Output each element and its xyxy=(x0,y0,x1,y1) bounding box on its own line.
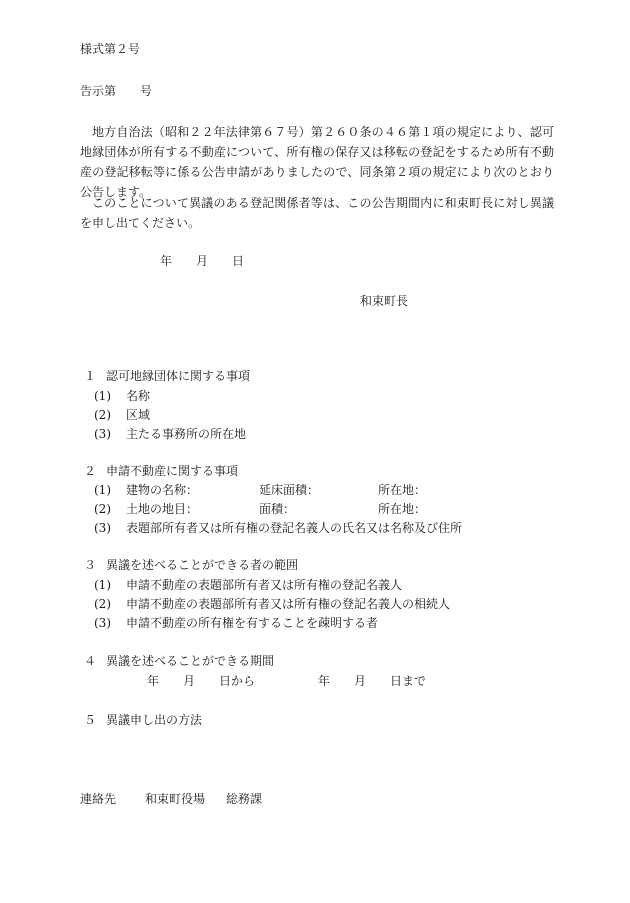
section-title: 異議を述べることができる期間 xyxy=(106,654,275,668)
item-number: (3) xyxy=(94,616,111,630)
item-number: (1) xyxy=(94,483,111,497)
body-paragraph-2: このことについて異議のある登記関係者等は、この公告期間内に和束町長に対し異議を申し出てください。 xyxy=(80,196,554,230)
body-paragraph-1: 地方自治法（昭和２２年法律第６７号）第２６０条の４６第１項の規定により、認可地縁団体が所有する不動産について、所有権の保存又は移転の登記をするため所有不動産の登記移転等に係る公告申請がありましたので、同条第２項の規定により次のとおり公告します。 xyxy=(80,125,554,199)
item-number: (2) xyxy=(94,502,111,516)
land-category-label: 土地の地目： xyxy=(126,502,199,516)
item-text: 表題部所有者又は所有権の登記名義人の氏名又は名称及び住所 xyxy=(126,521,463,535)
section-title: 申請不動産に関する事項 xyxy=(106,464,239,478)
section-number: ３ xyxy=(84,558,97,572)
item-text: 申請不動産の表題部所有者又は所有権の登記名義人 xyxy=(126,578,403,592)
section-title: 認可地縁団体に関する事項 xyxy=(106,369,251,383)
issuer: 和束町長 xyxy=(360,294,409,308)
floor-area-label: 延床面積： xyxy=(259,483,320,497)
item-text: 名称 xyxy=(126,389,151,403)
area-label: 面積： xyxy=(259,502,296,516)
contact-label: 連絡先 xyxy=(80,792,117,806)
notice-number: 告示第 号 xyxy=(80,84,153,98)
form-number: 様式第２号 xyxy=(80,42,141,56)
section-title: 異議申し出の方法 xyxy=(106,713,203,727)
location-label: 所在地： xyxy=(378,483,427,497)
item-number: (3) xyxy=(94,427,111,441)
period-to: 年 月 日まで xyxy=(318,674,427,688)
contact-department: 総務課 xyxy=(226,792,263,806)
item-text: 区域 xyxy=(126,408,151,422)
section-number: ４ xyxy=(84,654,97,668)
period-from: 年 月 日から xyxy=(147,674,256,688)
item-number: (3) xyxy=(94,521,111,535)
item-number: (1) xyxy=(94,578,111,592)
item-number: (2) xyxy=(94,597,111,611)
item-text: 申請不動産の表題部所有者又は所有権の登記名義人の相続人 xyxy=(126,597,451,611)
item-text: 申請不動産の所有権を有することを疎明する者 xyxy=(126,616,379,630)
building-name-label: 建物の名称： xyxy=(126,483,199,497)
section-number: １ xyxy=(84,369,97,383)
contact-office: 和束町役場 xyxy=(145,792,206,806)
section-number: ２ xyxy=(84,464,97,478)
item-number: (1) xyxy=(94,389,111,403)
item-text: 主たる事務所の所在地 xyxy=(126,427,247,441)
location-label: 所在地： xyxy=(378,502,427,516)
item-number: (2) xyxy=(94,408,111,422)
notice-date: 年 月 日 xyxy=(160,254,245,268)
section-title: 異議を述べることができる者の範囲 xyxy=(106,558,299,572)
section-number: ５ xyxy=(84,713,97,727)
